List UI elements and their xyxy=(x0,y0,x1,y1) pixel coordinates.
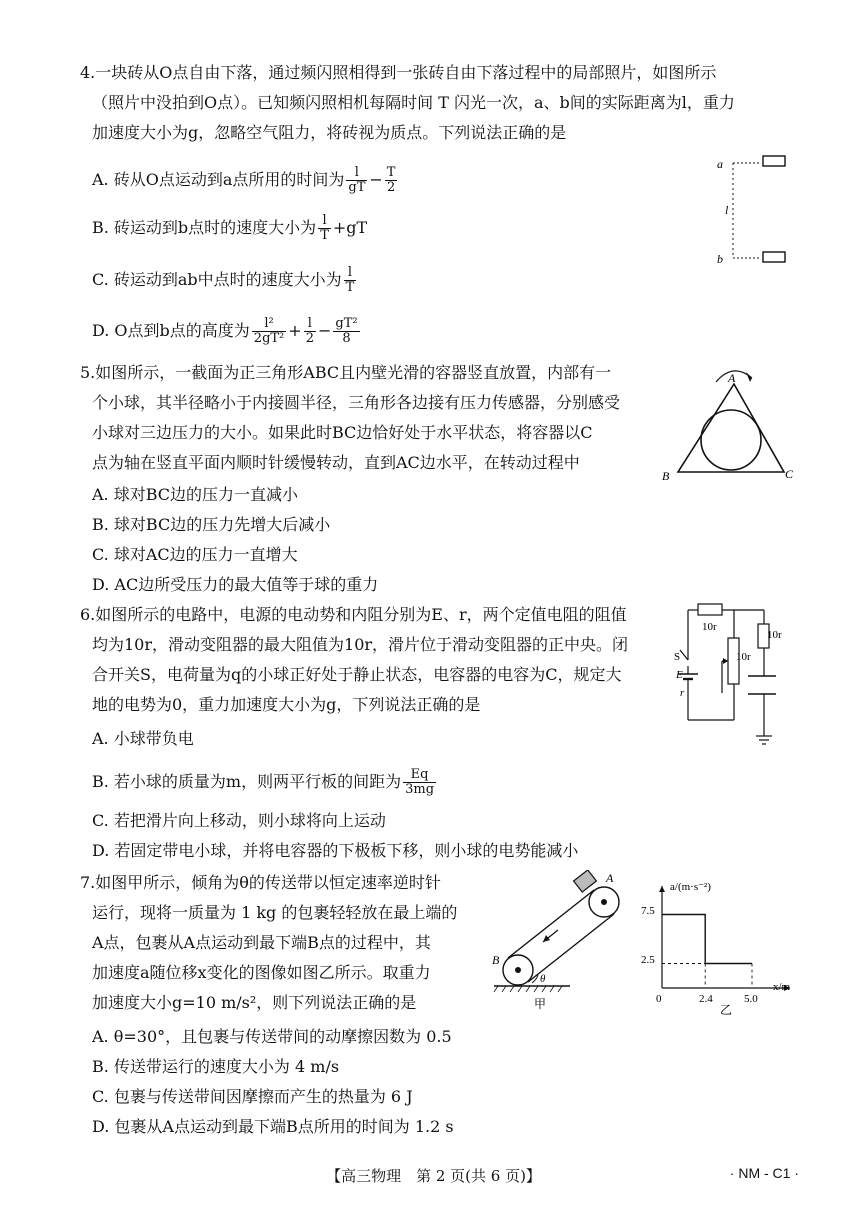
q7-option-a: A. θ=30°，且包裹与传送带间的动摩擦因数为 0.5 xyxy=(92,1027,452,1046)
q7-chart-marks xyxy=(662,915,752,989)
q6-stem-line2: 均为10r，滑动变阻器的最大阻值为10r，滑片位于滑动变阻器的正中央。闭 xyxy=(92,635,629,654)
q4-brick-top xyxy=(763,156,785,166)
q6-stem-line3: 合开关S，电荷量为q的小球正好处于静止状态，电容器的电容为C，规定大 xyxy=(92,665,622,684)
q6-option-b-fraction xyxy=(403,768,436,797)
q7-label-B: B xyxy=(492,953,500,967)
q4-stem-line2: （照片中没拍到O点）。已知频闪照相机每隔时间 T 闪光一次，a、b间的实际距离为l，重力 xyxy=(92,93,735,112)
q7-chart-ytick-0: 2.5 xyxy=(641,954,655,966)
q6-stem-line4: 地的电势为0，重力加速度大小为g，下列说法正确的是 xyxy=(92,695,481,714)
q5-option-b: B. 球对BC边的压力先增大后减小 xyxy=(92,515,331,534)
q7-stem-line4: 加速度a随位移x变化的图像如图乙所示。取重力 xyxy=(92,963,431,982)
q4-option-a-f2-num: T xyxy=(386,165,396,180)
q7-belt-top xyxy=(508,890,594,958)
q4-option-a-fraction2 xyxy=(385,166,398,195)
q6-option-b-text: B. 若小球的质量为m，则两平行板的间距为 xyxy=(92,772,402,791)
q5-label-A: A xyxy=(728,371,736,385)
q5-ball xyxy=(701,410,761,470)
q4-option-c-fraction xyxy=(344,266,357,295)
q4-option-d-f2-num: l xyxy=(304,317,316,332)
q5-triangle-figure xyxy=(658,360,798,485)
q4-option-d xyxy=(92,317,362,346)
q4-option-a xyxy=(92,166,399,195)
q6-label-E: E xyxy=(676,669,683,681)
q4-label-a: a xyxy=(717,157,723,171)
q4-option-d-f3-den: 8 xyxy=(342,331,351,346)
q7-belt-bottom xyxy=(528,914,614,982)
q5-stem-line2: 个小球，其半径略小于内接圆半径，三角形各边接有压力传感器，分别感受 xyxy=(92,393,621,412)
q6-label-S: S xyxy=(674,651,681,663)
q4-stem-line1: 4.一块砖从O点自由下落，通过频闪照相得到一张砖自由下落过程中的局部照片，如图所示 xyxy=(80,63,717,82)
q7-chart-ytick-1: 7.5 xyxy=(641,905,655,917)
q6-option-c: C. 若把滑片向上移动，则小球将向上运动 xyxy=(92,811,386,830)
q7-label-jia: 甲 xyxy=(534,997,547,1011)
q4-option-d-minus: − xyxy=(317,321,332,340)
q4-option-a-f1-num: l xyxy=(346,166,367,181)
q4-option-b-num: l xyxy=(318,214,331,229)
q6-circuit-figure xyxy=(672,598,800,750)
q7-label-yi: 乙 xyxy=(720,1003,733,1016)
q6-option-b xyxy=(92,768,438,797)
q4-option-b-text: B. 砖运动到b点时的速度大小为 xyxy=(92,218,317,237)
q5-option-d: D. AC边所受压力的最大值等于球的重力 xyxy=(92,575,379,594)
q6-option-b-den: 3mg xyxy=(405,782,435,797)
q4-option-d-f3-num: gT² xyxy=(335,316,358,331)
q7-stem-line3: A点，包裹从A点运动到最下端B点的过程中，其 xyxy=(92,933,431,952)
q6-label-r2: 10r xyxy=(736,651,751,663)
q7-option-c: C. 包裹与传送带间因摩擦而产生的热量为 6 J xyxy=(92,1087,413,1106)
q5-label-B: B xyxy=(662,469,670,483)
q6-switch xyxy=(680,650,688,660)
q4-option-d-plus: + xyxy=(288,321,302,340)
q7-stem-line1: 7.如图甲所示，倾角为θ的传送带以恒定速率逆时针 xyxy=(80,873,441,892)
q4-option-a-f1-den: gT xyxy=(348,180,366,195)
q6-label-r3: 10r xyxy=(767,629,782,641)
q4-option-d-text: D. O点到b点的高度为 xyxy=(92,321,250,340)
q6-resistor-top xyxy=(698,604,722,615)
q4-option-d-f1-den: 2gT² xyxy=(253,331,285,346)
q6-stem-line1: 6.如图所示的电路中，电源的电动势和内阻分别为E、r，两个定值电阻的阻值 xyxy=(80,605,627,624)
q4-label-b: b xyxy=(717,252,723,266)
q7-chart-xtick-2: 5.0 xyxy=(744,993,758,1005)
q4-option-d-f2-den: 2 xyxy=(305,331,314,346)
q7-chart-ylabel: a/(m·s⁻²) xyxy=(670,881,711,893)
q4-option-d-fraction2 xyxy=(304,317,316,346)
q7-chart-xlabel: x/m xyxy=(773,981,791,993)
q4-option-b-fraction xyxy=(318,214,331,243)
q5-stem-line1: 5.如图所示，一截面为正三角形ABC且内壁光滑的容器竖直放置，内部有一 xyxy=(80,363,612,382)
q4-option-b xyxy=(92,214,367,243)
q4-option-d-fraction1 xyxy=(252,317,286,346)
q4-stem-line3: 加速度大小为g，忽略空气阻力，将砖视为质点。下列说法正确的是 xyxy=(92,123,567,142)
page-footer: 【高三物理 第 2 页(共 6 页)】 xyxy=(326,1167,541,1185)
q7-label-A: A xyxy=(606,871,614,885)
q5-option-a: A. 球对BC边的压力一直减小 xyxy=(92,485,299,504)
q5-triangle-abc xyxy=(678,384,784,472)
q4-option-b-den: T xyxy=(320,228,329,243)
q4-option-c-text: C. 砖运动到ab中点时的速度大小为 xyxy=(92,270,342,289)
q5-stem-line4: 点为轴在竖直平面内顺时针缓慢转动，直到AC边水平，在转动过程中 xyxy=(92,453,580,472)
q7-stem-line5: 加速度大小g=10 m/s²，则下列说法正确的是 xyxy=(92,993,417,1012)
q4-option-a-minus: − xyxy=(369,170,383,189)
q5-stem-line3: 小球对三边压力的大小。如果此时BC边恰好处于水平状态，将容器以C xyxy=(92,423,593,442)
q4-option-d-fraction3 xyxy=(333,317,359,346)
q7-stem-line2: 运行，现将一质量为 1 kg 的包裹轻轻放在最上端的 xyxy=(92,903,458,922)
q6-label-r1: 10r xyxy=(702,621,717,633)
q6-option-a: A. 小球带负电 xyxy=(92,729,194,748)
q6-option-b-num: Eq xyxy=(403,768,436,783)
q7-label-theta: θ xyxy=(540,973,546,985)
q4-option-c-num: l xyxy=(344,266,357,281)
q4-option-d-f1-num: l² xyxy=(252,317,286,332)
q4-option-a-fraction1 xyxy=(346,166,367,195)
q4-brick-photo-figure xyxy=(715,148,805,273)
q7-conveyor-figure xyxy=(488,870,633,1015)
q4-brick-bottom xyxy=(763,252,785,262)
q4-option-a-f2-den: 2 xyxy=(386,180,396,195)
q6-option-d: D. 若固定带电小球，并将电容器的下极板下移，则小球的电势能减小 xyxy=(92,841,579,860)
q7-ax-chart xyxy=(640,876,810,1016)
q4-option-a-text: A. 砖从O点运动到a点所用的时间为 xyxy=(92,170,345,189)
q6-label-r: r xyxy=(680,687,685,699)
q5-option-c: C. 球对AC边的压力一直增大 xyxy=(92,545,298,564)
q4-option-c-den: T xyxy=(345,280,355,295)
q7-package xyxy=(574,870,597,892)
q7-chart-series-line xyxy=(662,915,752,964)
q7-option-d: D. 包裹从A点运动到最下端B点所用的时间为 1.2 s xyxy=(92,1117,454,1136)
q4-option-c xyxy=(92,266,358,295)
q7-option-b: B. 传送带运行的速度大小为 4 m/s xyxy=(92,1057,340,1076)
q4-label-l: l xyxy=(725,203,729,217)
q4-option-b-tail: +gT xyxy=(332,218,368,237)
q5-label-C: C xyxy=(785,467,794,481)
paper-code: · NM - C1 · xyxy=(729,1165,799,1181)
q7-chart-xtick-0: 0 xyxy=(656,993,662,1005)
q7-chart-xtick-1: 2.4 xyxy=(699,993,713,1005)
